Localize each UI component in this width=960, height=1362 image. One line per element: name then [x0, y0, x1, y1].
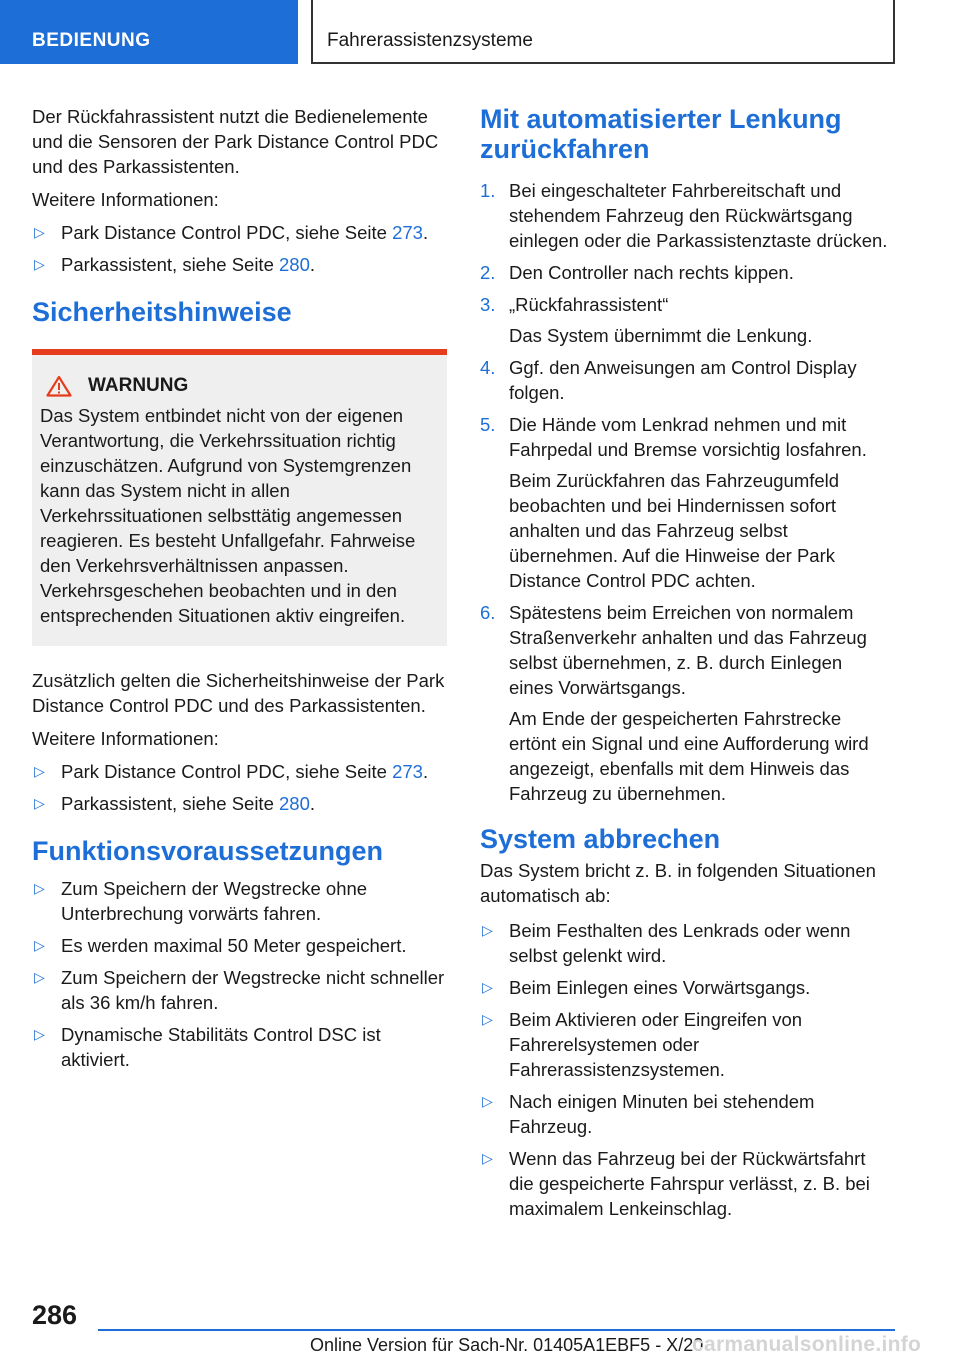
list-item: ▷ Beim Einlegen eines Vorwärtsgangs.: [482, 977, 811, 998]
step-item: 4. Ggf. den Anweisungen am Control Display folgen.: [480, 357, 857, 403]
page-link[interactable]: 280: [279, 793, 310, 814]
more-info-label: Weitere Informationen:: [32, 189, 219, 210]
step-item: 3. „Rückfahrassistent“ Das System übernimmt die Lenkung.: [480, 292, 890, 348]
step-item: 2. Den Controller nach rechts kippen.: [480, 262, 794, 283]
step-item: 6. Spätestens beim Erreichen von normalem Straßenverkehr anhalten und das Fahrzeug selbst übernehmen, z. B. durch Einlegen eines Vorwärtsgangs. Am Ende der gespeicherten Fahrstrecke ertönt ein Signal und eine Aufforderung wird angezeigt, ebenfalls mit dem Hinweis das Fahrzeug zu übernehmen.: [480, 600, 890, 806]
triangle-bullet-icon: ▷: [482, 922, 493, 938]
triangle-bullet-icon: ▷: [34, 880, 45, 896]
step-note: Beim Zurückfahren das Fahrzeugumfeld beobachten und bei Hindernissen sofort anhalten und das Fahrzeug selbst übernehmen. Auf die Hinweise der Park Distance Control PDC achten.: [509, 470, 840, 591]
reference-list: [32, 220, 447, 277]
step-number: 2.: [480, 262, 496, 283]
safety-heading: Sicherheitshinweise: [32, 297, 292, 327]
step-item: 1. Bei eingeschalteter Fahrbereitschaft und stehendem Fahrzeug den Rückwärtsgang einlegen oder die Parkassistenztaste drücken.: [480, 180, 888, 251]
reference-list: [32, 759, 447, 816]
triangle-bullet-icon: ▷: [482, 1150, 493, 1166]
page-link[interactable]: 273: [392, 222, 423, 243]
prerequisites-list: [32, 876, 447, 1072]
step-note: Am Ende der gespeicherten Fahrstrecke ertönt ein Signal und eine Aufforderung wird angezeigt, ebenfalls mit dem Hinweis das Fahrzeug zu übernehmen.: [509, 708, 869, 804]
list-item: ▷ Wenn das Fahrzeug bei der Rückwärtsfahrt die gespeicherte Fahrspur verlässt, z. B. bei maximalem Lenkeinschlag.: [482, 1148, 870, 1219]
step-number: 1.: [480, 180, 496, 201]
list-item: ▷ Parkassistent, siehe Seite 280.: [34, 254, 316, 275]
triangle-bullet-icon: ▷: [34, 937, 45, 953]
abort-heading: System abbrechen: [480, 824, 721, 854]
triangle-bullet-icon: ▷: [34, 795, 45, 811]
header-topic-label: Fahrerassistenzsysteme: [311, 0, 895, 64]
additional-safety-paragraph: Zusätzlich gelten die Sicherheitshinweise der Park Distance Control PDC und des Parkassistenten.: [32, 670, 445, 716]
triangle-bullet-icon: ▷: [482, 1011, 493, 1027]
triangle-bullet-icon: ▷: [34, 969, 45, 985]
list-item: ▷ Park Distance Control PDC, siehe Seite 273.: [34, 222, 429, 243]
step-number: 4.: [480, 357, 496, 378]
page-link[interactable]: 273: [392, 761, 423, 782]
watermark: carmanualsonline.info: [692, 1333, 922, 1356]
list-item: ▷ Zum Speichern der Wegstrecke nicht schneller als 36 km/h fahren.: [34, 967, 445, 1013]
right-column: [480, 104, 890, 1228]
warning-text: Das System entbindet nicht von der eigenen Verantwortung, die Verkehrssituation richtig einzuschätzen. Aufgrund von Systemgrenzen kann das System nicht in allen Verkehrssituationen selbsttätig angemessen reagieren. Es besteht Unfallgefahr. Fahrweise den Verkehrsverhältnissen anpassen. Verkehrsgeschehen beobachten und in den entsprechenden Situationen aktiv eingreifen.: [40, 405, 416, 626]
step-item: 5. Die Hände vom Lenkrad nehmen und mit Fahrpedal und Bremse vorsichtig losfahren. Beim Zurückfahren das Fahrzeugumfeld beobachten und bei Hindernissen sofort anhalten und das Fahrzeug selbst übernehmen. Auf die Hinweise der Park Distance Control PDC achten.: [480, 412, 890, 593]
page-number: 286: [32, 1300, 78, 1330]
step-number: 5.: [480, 414, 496, 435]
list-item: ▷ Dynamische Stabilitäts Control DSC ist aktiviert.: [34, 1024, 381, 1070]
triangle-bullet-icon: ▷: [482, 1093, 493, 1109]
triangle-bullet-icon: ▷: [34, 256, 45, 272]
triangle-bullet-icon: ▷: [34, 1026, 45, 1042]
triangle-bullet-icon: ▷: [482, 979, 493, 995]
triangle-bullet-icon: ▷: [34, 763, 45, 779]
step-note: Das System übernimmt die Lenkung.: [509, 325, 813, 346]
intro-paragraph: Der Rückfahrassistent nutzt die Bedienelemente und die Sensoren der Park Distance Control PDC und des Parkassistenten.: [32, 106, 439, 177]
header-section-label: BEDIENUNG: [0, 0, 298, 64]
abort-list: [480, 918, 890, 1221]
list-item: ▷ Parkassistent, siehe Seite 280.: [34, 793, 316, 814]
abort-intro: Das System bricht z. B. in folgenden Situationen automatisch ab:: [480, 860, 876, 906]
steering-heading: Mit automatisierter Lenkung zurückfahren: [480, 104, 842, 164]
warning-box: [32, 349, 447, 646]
list-item: ▷ Nach einigen Minuten bei stehendem Fahrzeug.: [482, 1091, 815, 1137]
step-number: 6.: [480, 602, 496, 623]
warning-triangle-icon: [46, 375, 72, 397]
list-item: ▷ Zum Speichern der Wegstrecke ohne Unterbrechung vorwärts fahren.: [34, 878, 368, 924]
footer-online-version: Online Version für Sach-Nr. 01405A1EBF5 - X/20: [310, 1335, 704, 1355]
list-item: ▷ Es werden maximal 50 Meter gespeichert.: [34, 935, 407, 956]
more-info-label: Weitere Informationen:: [32, 728, 219, 749]
list-item: ▷ Park Distance Control PDC, siehe Seite 273.: [34, 761, 429, 782]
page-link[interactable]: 280: [279, 254, 310, 275]
footer-divider: [98, 1329, 895, 1331]
warning-title: WARNUNG: [46, 375, 439, 397]
list-item: ▷ Beim Festhalten des Lenkrads oder wenn selbst gelenkt wird.: [482, 920, 851, 966]
left-column: [32, 104, 447, 1079]
step-number: 3.: [480, 294, 496, 315]
prerequisites-heading: Funktionsvoraussetzungen: [32, 836, 384, 866]
steps-list: [480, 178, 890, 806]
triangle-bullet-icon: ▷: [34, 224, 45, 240]
list-item: ▷ Beim Aktivieren oder Eingreifen von Fahrerelsystemen oder Fahrerassistenzsystemen.: [482, 1009, 803, 1080]
